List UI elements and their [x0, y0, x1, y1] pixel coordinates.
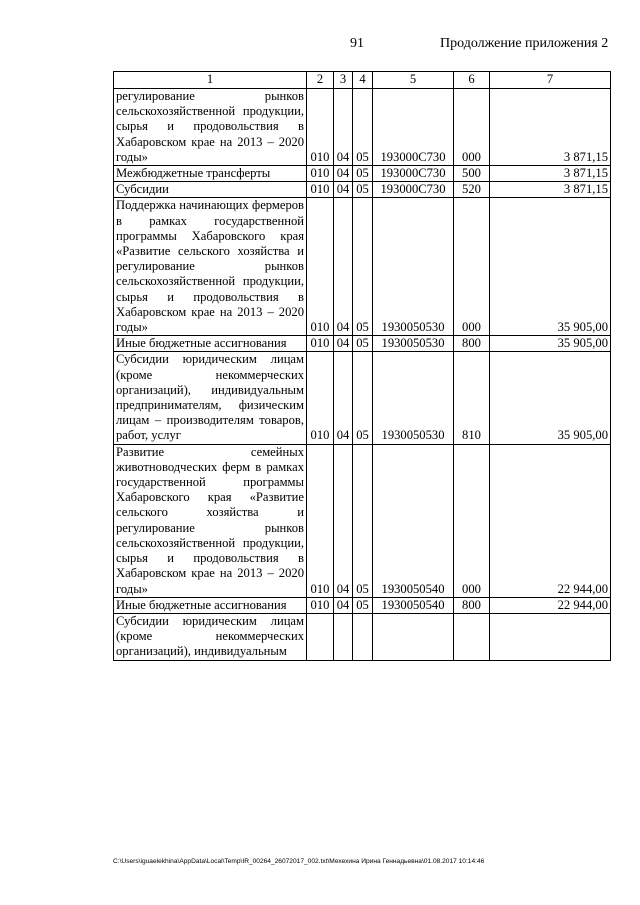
cell-code: 010 — [307, 166, 334, 182]
cell-code — [307, 613, 334, 660]
cell-type: 000 — [454, 444, 490, 597]
cell-subsection: 05 — [353, 89, 373, 166]
cell-section: 04 — [334, 444, 353, 597]
cell-section: 04 — [334, 198, 353, 336]
cell-amount: 35 905,00 — [490, 336, 611, 352]
cell-code: 010 — [307, 182, 334, 198]
cell-amount: 35 905,00 — [490, 352, 611, 444]
cell-type: 000 — [454, 198, 490, 336]
cell-type: 500 — [454, 166, 490, 182]
cell-target: 1930050540 — [373, 597, 454, 613]
cell-section: 04 — [334, 352, 353, 444]
column-header: 7 — [490, 72, 611, 89]
cell-code: 010 — [307, 89, 334, 166]
cell-section: 04 — [334, 182, 353, 198]
cell-section: 04 — [334, 166, 353, 182]
cell-subsection: 05 — [353, 597, 373, 613]
cell-subsection: 05 — [353, 352, 373, 444]
column-header: 1 — [114, 72, 307, 89]
file-path-footer: C:\Users\iguaelekhina\AppData\Local\Temp\IR_00264_26072017_002.txt\Мехехина Ирина Геннадьевна\01.08.2017 10:14:46 — [113, 858, 485, 865]
row-name: Субсидии юридическим лицам (кроме некоммерческих организаций), индивидуальным — [114, 613, 307, 660]
cell-target: 193000С730 — [373, 182, 454, 198]
table-row — [114, 336, 611, 352]
row-name: Иные бюджетные ассигнования — [114, 597, 307, 613]
cell-type: 000 — [454, 89, 490, 166]
cell-amount: 3 871,15 — [490, 89, 611, 166]
cell-type: 800 — [454, 336, 490, 352]
cell-target: 193000С730 — [373, 89, 454, 166]
cell-amount: 35 905,00 — [490, 198, 611, 336]
cell-code: 010 — [307, 198, 334, 336]
cell-target: 1930050530 — [373, 352, 454, 444]
table-row — [114, 352, 611, 444]
row-name: Субсидии юридическим лицам (кроме некоммерческих организаций), индивидуальным предпринимателям, физическим лицам – производителям товаров, работ, услуг — [114, 352, 307, 444]
cell-type — [454, 613, 490, 660]
cell-subsection: 05 — [353, 166, 373, 182]
cell-section: 04 — [334, 597, 353, 613]
column-header: 6 — [454, 72, 490, 89]
cell-section — [334, 613, 353, 660]
cell-amount — [490, 613, 611, 660]
cell-subsection: 05 — [353, 198, 373, 336]
page-number: 91 — [350, 36, 364, 51]
cell-type: 810 — [454, 352, 490, 444]
cell-code: 010 — [307, 597, 334, 613]
cell-code: 010 — [307, 336, 334, 352]
column-header: 2 — [307, 72, 334, 89]
row-name: регулирование рынков сельскохозяйственной продукции, сырья и продовольствия в Хабаровском крае на 2013 – 2020 годы» — [114, 89, 307, 166]
column-header: 5 — [373, 72, 454, 89]
cell-amount: 3 871,15 — [490, 182, 611, 198]
cell-target: 1930050530 — [373, 336, 454, 352]
table-row — [114, 182, 611, 198]
table-row — [114, 166, 611, 182]
row-name: Межбюджетные трансферты — [114, 166, 307, 182]
cell-target: 1930050540 — [373, 444, 454, 597]
cell-subsection: 05 — [353, 336, 373, 352]
cell-subsection: 05 — [353, 444, 373, 597]
header-row — [114, 72, 611, 89]
row-name: Поддержка начинающих фермеров в рамках государственной программы Хабаровского края «Развитие сельского хозяйства и регулирование рынков сельскохозяйственной продукции, сырья и продовольствия в Хабаровском крае на 2013 – 2020 годы» — [114, 198, 307, 336]
cell-subsection — [353, 613, 373, 660]
cell-subsection: 05 — [353, 182, 373, 198]
table-row — [114, 613, 611, 660]
cell-section: 04 — [334, 89, 353, 166]
cell-type: 520 — [454, 182, 490, 198]
cell-target — [373, 613, 454, 660]
budget-table — [113, 71, 611, 661]
cell-target: 1930050530 — [373, 198, 454, 336]
cell-amount: 22 944,00 — [490, 444, 611, 597]
column-header: 4 — [353, 72, 373, 89]
row-name: Субсидии — [114, 182, 307, 198]
continuation-label: Продолжение приложения 2 — [440, 36, 609, 51]
cell-code: 010 — [307, 444, 334, 597]
cell-amount: 3 871,15 — [490, 166, 611, 182]
cell-type: 800 — [454, 597, 490, 613]
cell-code: 010 — [307, 352, 334, 444]
cell-section: 04 — [334, 336, 353, 352]
table-row — [114, 444, 611, 597]
row-name: Развитие семейных животноводческих ферм в рамках государственной программы Хабаровского края «Развитие сельского хозяйства и регулирование рынков сельскохозяйственной продукции, сырья и продовольствия в Хабаровском крае на 2013 – 2020 годы» — [114, 444, 307, 597]
column-header: 3 — [334, 72, 353, 89]
table-row — [114, 597, 611, 613]
cell-amount: 22 944,00 — [490, 597, 611, 613]
table-row — [114, 198, 611, 336]
row-name: Иные бюджетные ассигнования — [114, 336, 307, 352]
cell-target: 193000С730 — [373, 166, 454, 182]
table-row — [114, 89, 611, 166]
